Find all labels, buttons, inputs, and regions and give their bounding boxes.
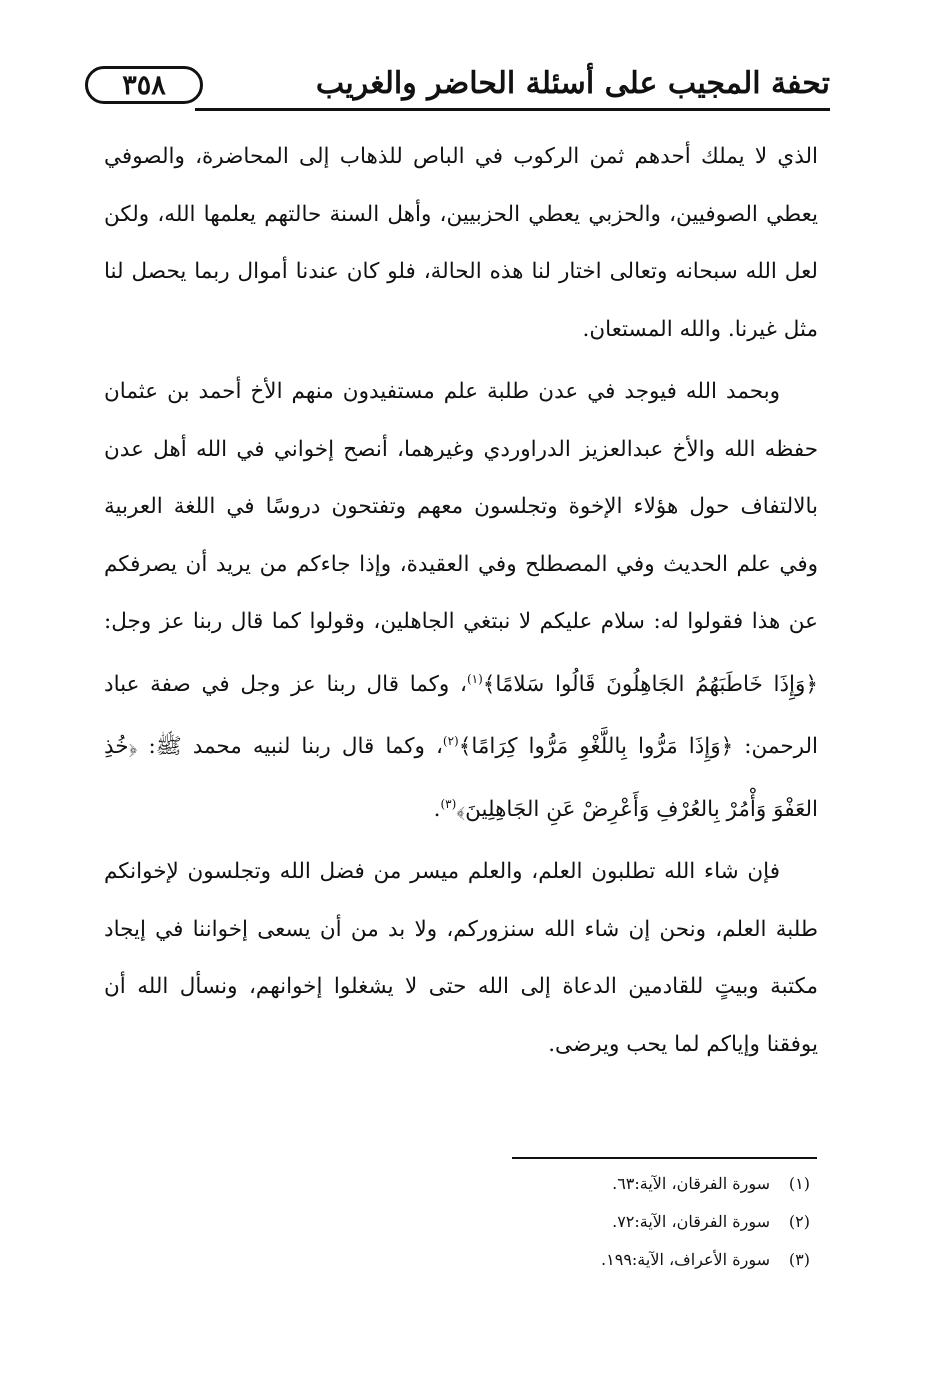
- footnote-text: سورة الفرقان، الآية:٦٣.: [612, 1174, 770, 1193]
- footnote-3: [520, 1241, 810, 1279]
- paragraph-3-text: فإن شاء الله تطلبون العلم، والعلم ميسر من فضل الله وتجلسون لإخوانكم طلبة العلم، ونحن إن شاء الله سنزوركم، ولا بد من أن يسعى إخواننا في إيجاد مكتبة وبيتٍ للقادمين الدعاة إلى الله حتى لا يشغلوا إخوانهم، ونسأل الله أن يوفقنا وإياكم لما يحب ويرضى.: [104, 859, 818, 1057]
- footnote-text: سورة الأعراف، الآية:١٩٩.: [601, 1250, 770, 1269]
- footnote-text: سورة الفرقان، الآية:٧٢.: [612, 1212, 770, 1231]
- footnote-ref-3: (٣): [440, 796, 457, 811]
- footnote-ref-2: (٢): [442, 734, 459, 749]
- running-title: تحفة المجيب على أسئلة الحاضر والغريب: [315, 66, 830, 101]
- footnote-number: (٢): [788, 1212, 810, 1231]
- paragraph-3: [104, 843, 818, 1073]
- main-text: [104, 128, 818, 1073]
- footnote-rule: [512, 1157, 817, 1159]
- paragraph-1: الذي لا يملك أحدهم ثمن الركوب في الباص للذهاب إلى المحاضرة، والصوفي يعطي الصوفيين، والحزبي يعطي الحزبيين، وأهل السنة حالتهم يعلمها الله، ولكن لعل الله سبحانه وتعالى اختار لنا هذه الحالة، فلو كان عندنا أموال ربما يحصل لنا مثل غيرنا. والله المستعان.: [104, 144, 818, 342]
- footnotes: [520, 1165, 810, 1279]
- paragraph-2-part-b: ، وكما قال ربنا عز وجل في صفة عباد الرحمن: ﴿وَإِذَا مَرُّوا بِاللَّغْوِ مَرُّوا كِرَامًا﴾: [104, 671, 819, 760]
- paragraph-2-part-a: وبحمد الله فيوجد في عدن طلبة علم مستفيدون منهم الأخ أحمد بن عثمان حفظه الله والأخ عبدالعزيز الدراوردي وغيرهما، أنصح إخواني في الله أهل عدن بالالتفاف حول هؤلاء الإخوة وتجلسون معهم وتفتحون دروسًا في اللغة العربية وفي علم الحديث وفي المصطلح وفي العقيدة، وإذا جاءكم من يريد أن يصرفكم عن هذا فقولوا له: سلام عليكم لا نبتغي الجاهلين، وقولوا كما قال ربنا عز وجل: ﴿وَإِذَا خَاطَبَهُمُ الجَاهِلُونَ قَالُوا سَلامًا﴾: [104, 379, 818, 697]
- footnote-2: [520, 1203, 810, 1241]
- header-rule: [195, 108, 830, 111]
- paragraph-2-part-d: .: [433, 796, 441, 822]
- footnote-number: (١): [788, 1174, 810, 1193]
- page-header: [85, 62, 830, 110]
- page-number: ٣٥٨: [85, 66, 203, 104]
- paragraph-2: [104, 363, 818, 838]
- paragraph-2-part-c: ، وكما قال ربنا لنبيه محمد ﷺ: ﴿خُذِ العَفْوَ وَأْمُرْ بِالعُرْفِ وَأَعْرِضْ عَنِ الجَاهِلِينَ﴾: [104, 734, 818, 822]
- footnote-ref-1: (١): [466, 671, 483, 686]
- footnote-1: [520, 1165, 810, 1203]
- footnote-number: (٣): [788, 1250, 810, 1269]
